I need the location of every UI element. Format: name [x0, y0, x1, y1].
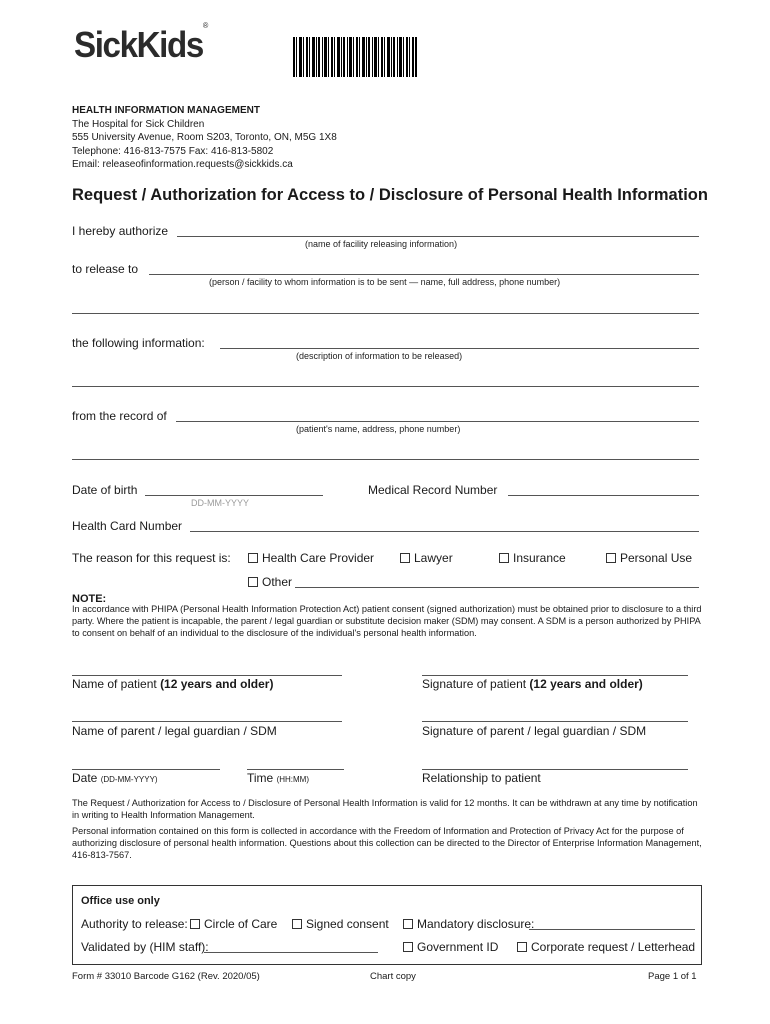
- release-field[interactable]: [149, 274, 699, 275]
- reason-option-label: Health Care Provider: [262, 551, 375, 565]
- health-card-field[interactable]: [190, 531, 699, 532]
- reason-option-label: Lawyer: [414, 551, 453, 565]
- checkbox-icon[interactable]: [499, 553, 509, 563]
- reason-option-label: Insurance: [513, 551, 566, 565]
- validated-by-field[interactable]: [204, 952, 378, 953]
- department-name: HEALTH INFORMATION MANAGEMENT: [72, 105, 260, 116]
- dob-label: Date of birth: [72, 483, 138, 497]
- checkbox-icon[interactable]: [292, 919, 302, 929]
- record-field[interactable]: [176, 421, 699, 422]
- department-header: [72, 104, 337, 172]
- footer-form-number: Form # 33010 Barcode G162 (Rev. 2020/05): [72, 971, 260, 982]
- hospital-phone-fax: Telephone: 416-813-7575 Fax: 416-813-5802: [72, 145, 274, 157]
- reason-insurance[interactable]: [499, 551, 566, 565]
- name-of-parent-label: Name of parent / legal guardian / SDM: [72, 724, 277, 738]
- mandatory-disclosure-field[interactable]: [529, 929, 695, 930]
- footer-copy-type: Chart copy: [370, 971, 416, 982]
- relationship-field[interactable]: [422, 769, 688, 770]
- office-use-box: [72, 885, 702, 965]
- authority-mandatory-disclosure[interactable]: Mandatory disclosure:: [403, 917, 534, 931]
- hospital-address: 555 University Avenue, Room S203, Toronto, ON, M5G 1X8: [72, 132, 337, 144]
- release-hint: (person / facility to whom information is to be sent — name, full address, phone number): [209, 277, 561, 287]
- validity-statement: The Request / Authorization for Access to / Disclosure of Personal Health Information is valid for 12 months. It can be withdrawn at any time by notification in writing to Health Information Management.: [72, 798, 698, 820]
- hospital-name: The Hospital for Sick Children: [72, 118, 205, 130]
- checkbox-icon[interactable]: [190, 919, 200, 929]
- mrn-field[interactable]: [508, 495, 699, 496]
- validated-label: Validated by (HIM staff):: [81, 940, 209, 954]
- signature-of-parent-field[interactable]: [422, 721, 688, 722]
- time-label: Time (HH:MM): [247, 771, 310, 785]
- checkbox-icon[interactable]: [517, 942, 527, 952]
- reason-other[interactable]: [248, 575, 292, 589]
- form-title: Request / Authorization for Access to / Disclosure of Personal Health Information: [72, 186, 708, 204]
- name-of-patient-label: Name of patient (12 years and older): [72, 677, 274, 691]
- validated-corporate-request[interactable]: Corporate request / Letterhead: [517, 940, 695, 954]
- authority-signed-consent[interactable]: Signed consent: [292, 917, 389, 931]
- dob-field[interactable]: [145, 495, 323, 496]
- authorize-field[interactable]: [177, 236, 699, 237]
- validated-government-id[interactable]: Government ID: [403, 940, 498, 954]
- authority-label: Authority to release:: [81, 917, 188, 931]
- sickkids-logo: [74, 21, 209, 66]
- name-of-parent-field[interactable]: [72, 721, 342, 722]
- authorize-label: I hereby authorize: [72, 224, 169, 238]
- reason-health-care-provider[interactable]: [248, 551, 374, 565]
- collection-statement: Personal information contained on this form is collected in accordance with the Freedom of Information and Protection of Privacy Act for the purpose of authorizing disclosure of personal health information. Questions about this collection can be directed to the Director of Enterprise Information Management, 416-813-7567.: [72, 826, 702, 860]
- office-use-title: Office use only: [81, 895, 160, 907]
- reason-option-label: Personal Use: [620, 551, 693, 565]
- reason-personal-use[interactable]: [606, 551, 692, 565]
- reason-lawyer[interactable]: [400, 551, 453, 565]
- note-heading: NOTE:: [72, 593, 107, 605]
- mrn-label: Medical Record Number: [368, 483, 498, 497]
- hospital-email: Email: releaseofinformation.requests@sickkids.ca: [72, 159, 293, 171]
- information-hint: (description of information to be released): [296, 351, 463, 361]
- reason-other-field[interactable]: [295, 587, 699, 588]
- checkbox-icon[interactable]: [606, 553, 616, 563]
- information-field-line-2[interactable]: [72, 386, 699, 387]
- authority-circle-of-care[interactable]: Circle of Care: [190, 917, 277, 931]
- signature-of-patient-field[interactable]: [422, 675, 688, 676]
- release-label: to release to: [72, 262, 139, 276]
- signature-of-parent-label: Signature of parent / legal guardian / SDM: [422, 724, 647, 738]
- record-field-line-2[interactable]: [72, 459, 699, 460]
- time-field[interactable]: [247, 769, 344, 770]
- date-label: Date (DD-MM-YYYY): [72, 771, 158, 785]
- reason-option-label: Other: [262, 575, 293, 589]
- checkbox-icon[interactable]: [400, 553, 410, 563]
- record-label: from the record of: [72, 409, 167, 423]
- note-body: In accordance with PHIPA (Personal Health Information Protection Act) patient consent (signed authorization) must be obtained prior to disclosure to a third party. Where the patient is incapable, the parent / legal guardian or substitute decision maker (SDM) may consent. A SDM is a person authorized by PHIPA to consent on behalf of an individual to the disclosure of the individual's personal health information.: [72, 604, 702, 638]
- checkbox-icon[interactable]: [403, 942, 413, 952]
- authorize-hint: (name of facility releasing information): [305, 239, 458, 249]
- information-label: the following information:: [72, 336, 205, 350]
- logo-registered-mark: ®: [202, 21, 209, 30]
- release-field-line-2[interactable]: [72, 313, 699, 314]
- reason-label: The reason for this request is:: [72, 551, 231, 565]
- footer-page-number: Page 1 of 1: [648, 971, 697, 982]
- checkbox-icon[interactable]: [248, 577, 258, 587]
- checkbox-icon[interactable]: [403, 919, 413, 929]
- logo-text: SickKids: [74, 24, 203, 65]
- relationship-label: Relationship to patient: [422, 771, 541, 785]
- barcode-image: [293, 37, 417, 77]
- dob-hint: DD-MM-YYYY: [191, 498, 249, 508]
- record-hint: (patient's name, address, phone number): [296, 424, 461, 434]
- information-field[interactable]: [220, 348, 699, 349]
- name-of-patient-field[interactable]: [72, 675, 342, 676]
- health-card-label: Health Card Number: [72, 519, 183, 533]
- date-field[interactable]: [72, 769, 220, 770]
- checkbox-icon[interactable]: [248, 553, 258, 563]
- signature-of-patient-label: Signature of patient (12 years and older): [422, 677, 643, 691]
